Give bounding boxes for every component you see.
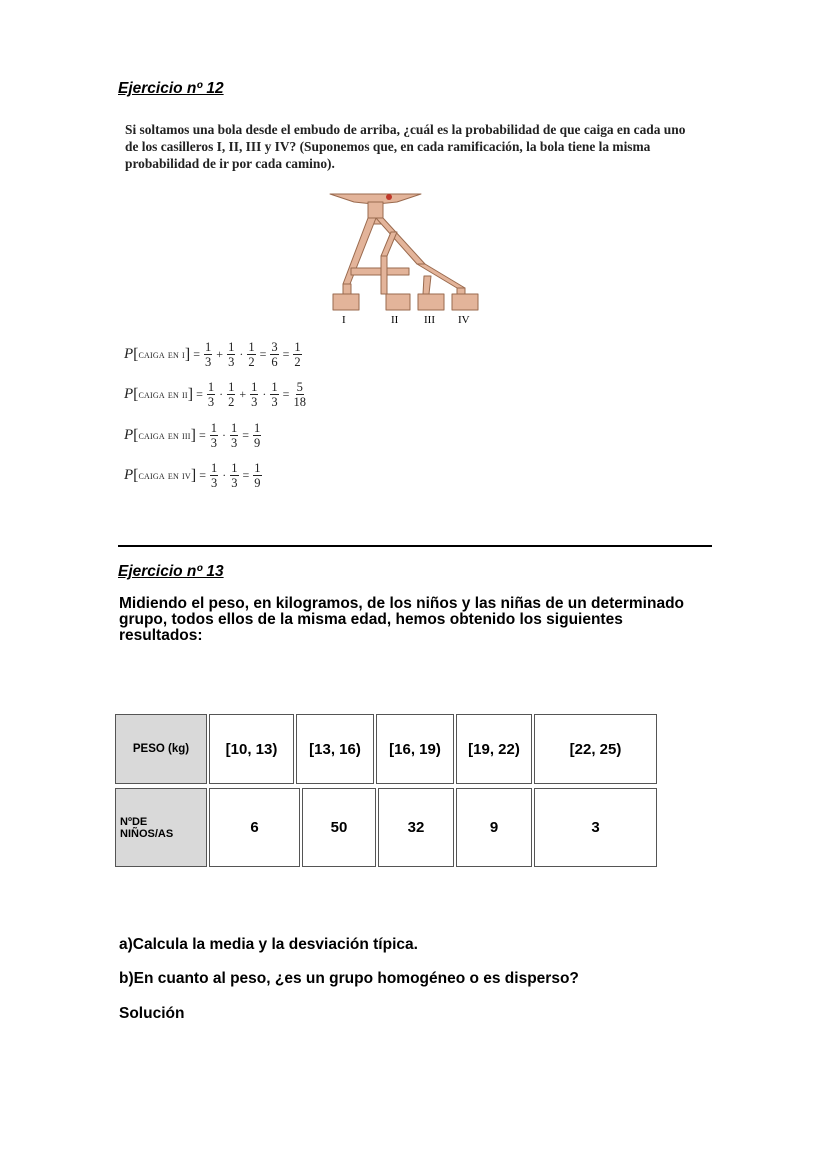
count-cell: 3 bbox=[534, 788, 657, 867]
exercise-12-statement: Si soltamos una bola desde el embudo de arriba, ¿cuál es la probabilidad de que caiga en cada uno de los casilleros I, II, III y IV? (Suponemos que, en cada ramificación, la bola tiene la misma probabilidad de ir por cada camino). bbox=[125, 122, 686, 171]
section-divider bbox=[118, 545, 712, 547]
ball-icon bbox=[386, 194, 392, 200]
formula-prob-I: P [ caiga en i ] = $\frac{1}{3}$ + $\frac{1}{3}$ · $\frac{1}{2}$ = $\frac{3}{6}$ = $\frac{1}{2}$ bbox=[124, 340, 301, 369]
count-cell: 50 bbox=[302, 788, 376, 867]
interval-cell: [13, 16) bbox=[296, 714, 374, 784]
exercise-13-statement: Midiendo el peso, en kilogramos, de los niños y las niñas de un determinado grupo, todos ellos de la misma edad, hemos obtenido los siguientes resultados: bbox=[119, 595, 685, 644]
exercise-12-title: Ejercicio nº 12 bbox=[118, 80, 224, 97]
bin-label-IV: IV bbox=[458, 314, 470, 326]
pipe-left-end bbox=[343, 284, 351, 294]
pipe-middle bbox=[381, 232, 397, 256]
formula-prob-III: P [ caiga en iii ] = $\frac{1}{3}$ · $\frac{1}{3}$ = $\frac{1}{9}$ bbox=[124, 421, 261, 450]
bin-label-I: I bbox=[342, 314, 346, 326]
count-cell: 32 bbox=[378, 788, 454, 867]
interval-cell: [16, 19) bbox=[376, 714, 454, 784]
bin-II bbox=[386, 294, 410, 310]
table-header-count: NºDE NIÑOS/AS bbox=[115, 788, 207, 867]
bin-I bbox=[333, 294, 359, 310]
pipe-middle-down bbox=[381, 256, 387, 294]
interval-cell: [10, 13) bbox=[209, 714, 294, 784]
bin-label-III: III bbox=[424, 314, 435, 326]
pipe-inner-right bbox=[423, 276, 431, 294]
bin-label-II: II bbox=[391, 314, 399, 326]
bin-III bbox=[418, 294, 444, 310]
count-cell: 9 bbox=[456, 788, 532, 867]
question-b: b)En cuanto al peso, ¿es un grupo homogéneo o es disperso? bbox=[119, 970, 579, 987]
count-cell: 6 bbox=[209, 788, 300, 867]
question-a: a)Calcula la media y la desviación típica. bbox=[119, 936, 418, 953]
table-header-weight: PESO (kg) bbox=[115, 714, 207, 784]
interval-cell: [22, 25) bbox=[534, 714, 657, 784]
formula-prob-II: P [ caiga en ii ] = $\frac{1}{3}$ · $\frac{1}{2}$ + $\frac{1}{3}$ · $\frac{1}{3}$ = $\frac{5}{18}$ bbox=[124, 380, 306, 409]
interval-cell: [19, 22) bbox=[456, 714, 532, 784]
formula-prob-IV: P [ caiga en iv ] = $\frac{1}{3}$ · $\frac{1}{3}$ = $\frac{1}{9}$ bbox=[124, 461, 261, 490]
pipe-crossbar bbox=[351, 268, 409, 275]
funnel-diagram bbox=[325, 188, 495, 328]
bin-IV bbox=[452, 294, 478, 310]
exercise-13-title: Ejercicio nº 13 bbox=[118, 563, 224, 580]
solution-heading: Solución bbox=[119, 1005, 185, 1022]
